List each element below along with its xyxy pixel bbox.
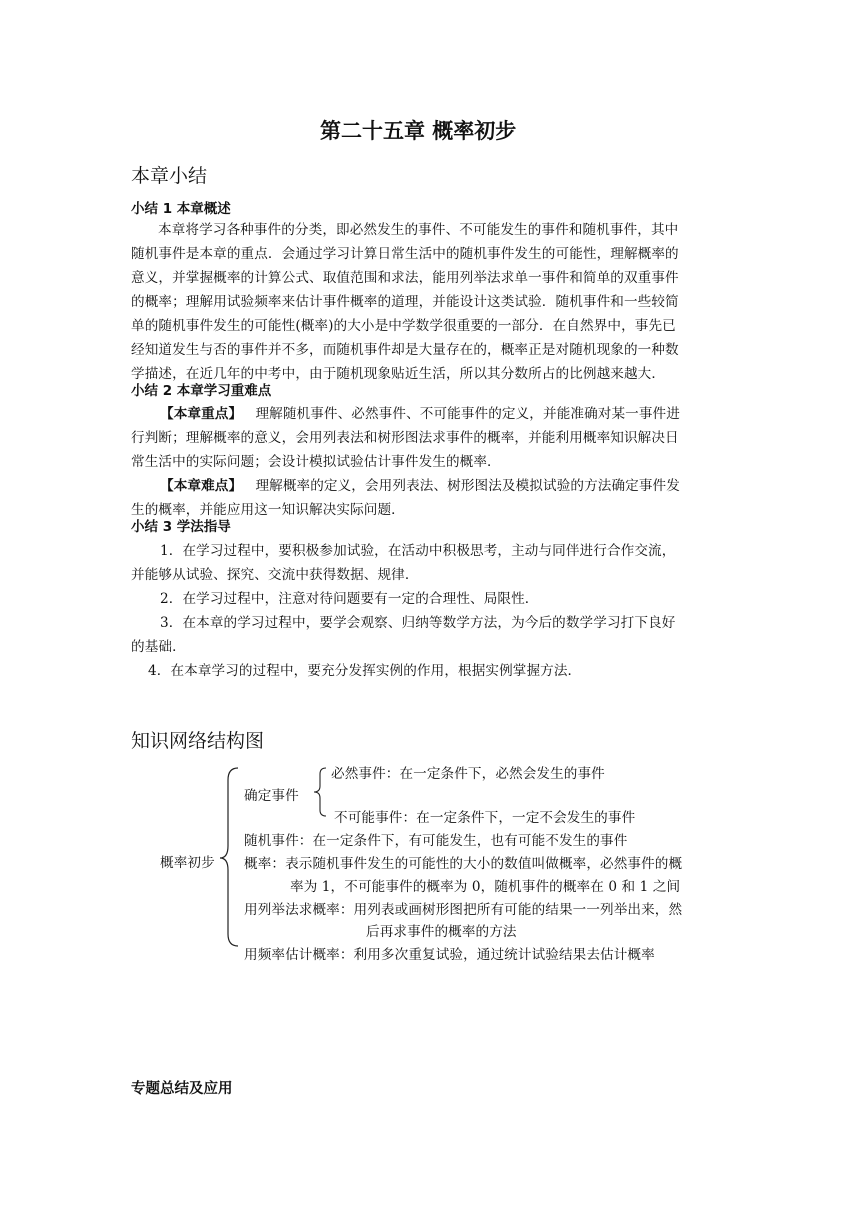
network-root: 概率初步 <box>160 855 215 871</box>
difficult-points-label: 【本章难点】 <box>160 478 243 494</box>
s1-line-6: 学描述，在近几年的中考中，由于随机现象贴近生活，所以其分数所占的比例越来越大． <box>131 366 666 382</box>
section-heading-summary: 本章小结 <box>131 165 208 187</box>
difficult-points-text-0: 理解概率的定义，会用列表法、树形图法及模拟试验的方法确定事件发 <box>255 478 680 494</box>
s1-line-5: 经知道发生与否的事件并不多，而随机事件却是大量存在的，概率正是对随机现象的一种数 <box>131 342 679 358</box>
subsection-heading-1: 小结 1 本章概述 <box>131 201 231 217</box>
s1-line-1: 随机事件是本章的重点．会通过学习计算日常生活中的随机事件发生的可能性，理解概率的 <box>131 246 679 262</box>
node-impossible-event: 不可能事件：在一定条件下，一定不会发生的事件 <box>334 810 636 826</box>
section-heading-special: 专题总结及应用 <box>131 1081 233 1097</box>
node-certain-events: 确定事件 <box>244 788 299 804</box>
key-points-line-1: 行判断；理解概率的意义，会用列表法和树形图法求事件的概率，并能利用概率知识解决日 <box>131 430 679 446</box>
s1-line-0: 本章将学习各种事件的分类，即必然发生的事件、不可能发生的事件和随机事件，其中 <box>158 222 679 238</box>
node-certain-event: 必然事件：在一定条件下，必然会发生的事件 <box>331 766 605 782</box>
node-enumeration-line-1: 用列举法求概率：用列表或画树形图把所有可能的结果一一列举出来，然 <box>244 902 683 918</box>
s3-line-3: 3．在本章的学习过程中，要学会观察、归纳等数学方法，为今后的数学学习打下良好 <box>160 615 676 631</box>
s3-line-2: 2．在学习过程中，注意对待问题要有一定的合理性、局限性． <box>160 591 539 607</box>
key-points-label: 【本章重点】 <box>160 406 243 422</box>
section-heading-network: 知识网络结构图 <box>131 730 265 752</box>
difficult-points-line-1: 生的概率，并能应用这一知识解决实际问题． <box>131 502 405 518</box>
node-probability-line-1: 概率：表示随机事件发生的可能性的大小的数值叫做概率，必然事件的概 <box>244 856 683 872</box>
subsection-heading-3: 小结 3 学法指导 <box>131 519 231 535</box>
node-frequency-estimate: 用频率估计概率：利用多次重复试验，通过统计试验结果去估计概率 <box>244 947 655 963</box>
key-points-line-2: 常生活中的实际问题；会设计模拟试验估计事件发生的概率． <box>131 454 501 470</box>
s1-line-4: 单的随机事件发生的可能性(概率)的大小是中学数学很重要的一部分．在自然界中，事先已 <box>131 318 676 334</box>
node-enumeration-line-2: 后再求事件的概率的方法 <box>366 924 517 940</box>
s1-line-2: 意义，并掌握概率的计算公式、取值范围和求法，能用列举法求单一事件和简单的双重事件 <box>131 270 679 286</box>
s3-line-1: 并能够从试验、探究、交流中获得数据、规律． <box>131 567 419 583</box>
s3-line-4: 的基础． <box>131 639 186 655</box>
s3-line-5: 4．在本章学习的过程中，要充分发挥实例的作用，根据实例掌握方法． <box>148 663 582 679</box>
s1-line-3: 的概率；理解用试验频率来估计事件概率的道理，并能设计这类试验．随机事件和一些较简 <box>131 294 679 310</box>
s3-line-0: 1．在学习过程中，要积极参加试验，在活动中积极思考，主动与同伴进行合作交流， <box>160 543 676 559</box>
key-points-text-0: 理解随机事件、必然事件、不可能事件的定义，并能准确对某一事件进 <box>255 406 680 422</box>
subsection-heading-2: 小结 2 本章学习重难点 <box>131 383 272 399</box>
node-probability-line-2: 率为 1，不可能事件的概率为 0，随机事件的概率在 0 和 1 之间 <box>290 879 681 895</box>
node-random-event: 随机事件：在一定条件下，有可能发生，也有可能不发生的事件 <box>244 833 628 849</box>
page-title: 第二十五章 概率初步 <box>320 119 517 143</box>
